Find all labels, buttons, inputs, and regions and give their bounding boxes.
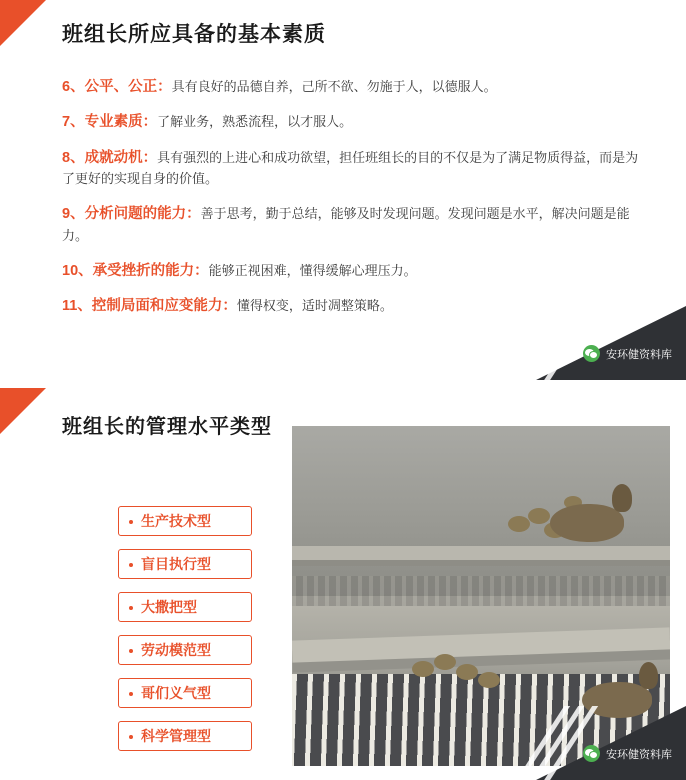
list-item-body: 能够正视困难，懂得缓解心理压力。 — [208, 262, 417, 278]
corner-accent-shape — [0, 388, 46, 434]
slide-1-title: 班组长所应具备的基本素质 — [62, 23, 326, 46]
wechat-icon — [583, 345, 600, 362]
wechat-icon — [583, 745, 600, 762]
list-item — [62, 260, 640, 282]
list-item-lead: 11、控制局面和应变能力： — [62, 298, 237, 315]
duckling-shape — [434, 654, 456, 670]
list-item — [62, 76, 640, 98]
list-item: 劳动模范型 — [118, 635, 252, 665]
watermark-label: 安环健资料库 — [606, 748, 672, 761]
watermark-badge — [583, 345, 672, 362]
duckling-shape — [528, 508, 550, 524]
list-item — [62, 203, 640, 246]
list-item: 生产技术型 — [118, 506, 252, 536]
slide-1-corner-ribbon — [486, 306, 686, 380]
list-item: 科学管理型 — [118, 721, 252, 751]
list-item-body: 了解业务，熟悉流程，以才服人。 — [157, 114, 353, 130]
slide-2-corner-ribbon — [486, 706, 686, 780]
list-item-body: 善于思考，勤于总结，能够及时发现问题。发现问题是水平，解决问题是能力。 — [62, 206, 630, 243]
qualities-list — [62, 76, 640, 331]
list-item-body: 具有良好的品德自养，己所不欲、勿施于人，以德服人。 — [171, 79, 497, 94]
watermark-label: 安环健资料库 — [606, 348, 672, 361]
list-item: 大撒把型 — [118, 592, 252, 622]
list-item-body: 具有强烈的上进心和成功欲望，担任班组长的目的不仅是为了满足物质得益，而是为了更好的实现自身的价值。 — [62, 149, 639, 187]
corner-accent-shape — [0, 0, 46, 46]
list-item-lead: 8、成就动机： — [62, 149, 158, 166]
list-item: 哥们义气型 — [118, 678, 252, 708]
list-item — [62, 147, 640, 190]
list-item-lead: 10、承受挫折的能力： — [62, 262, 209, 279]
list-item: 盲目执行型 — [118, 549, 252, 579]
list-item — [62, 111, 640, 133]
duckling-shape — [478, 672, 500, 688]
management-type-list — [118, 506, 252, 764]
duckling-shape — [412, 661, 434, 677]
duckling-shape — [508, 516, 530, 532]
watermark-badge — [583, 745, 672, 762]
slide-2-title: 班组长的管理水平类型 — [62, 416, 272, 438]
slide-1 — [0, 0, 686, 380]
slide-2 — [0, 388, 686, 780]
list-item-lead: 9、分析问题的能力： — [62, 206, 201, 223]
photo-curb — [292, 546, 670, 560]
list-item-body: 懂得权变，适时凋整策略。 — [236, 298, 393, 314]
slide-divider — [0, 380, 686, 388]
list-item-lead: 7、专业素质： — [62, 114, 158, 131]
duckling-shape — [456, 664, 478, 680]
photo-texture-band — [292, 576, 670, 606]
duck-shape — [550, 504, 624, 542]
list-item-lead: 6、公平、公正： — [62, 79, 172, 95]
